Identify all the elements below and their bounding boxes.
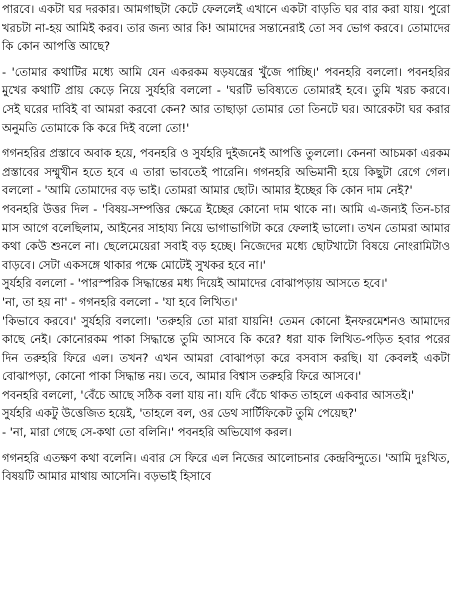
paragraph-gap [2, 56, 450, 63]
paragraph-6: 'না, তা হয় না' - গগনহরি বললো - 'যা হবে লিখিত।' [2, 294, 238, 309]
paragraph-7: 'কিভাবে করবে।' সুর্যহরি বললো। 'তরুহরি তো মারা যায়নি! তেমন কোনো ইনফরমেশনও আমাদের কাছে নেই। কোনোরকম পাকা সিদ্ধান্তে তুমি আসবে কি করে? ধরা যাক লিখিত-পড়িত হবার পরের দিন তরুহরি ফিরে এল। তখন? এখন আমরা বোঝাপড়া করে বসবাস করছি। যা কেবলই একটা বোঝাপড়া, কোনো পাকা সিদ্ধান্ত নয়। তবে, আমার বিশ্বাস তরুহরি ফিরে আসবে।' [2, 313, 450, 384]
paragraph-8: পবনহরি বললো, 'বেঁচে আছে সঠিক বলা যায় না। যদি বেঁচে থাকত তাহলে একবার আসতই।' [2, 387, 415, 402]
paragraph-gap [2, 442, 450, 449]
paragraph-3: গগনহরির প্রস্তাবে অবাক হয়ে, পবনহরি ও সুর্যহরি দুইজনেই আপত্তি তুললো। কেননা আচমকা এরকম প্রস্তাবের সম্মুখীন হতে হবে এ তারা ভাবতেই পারেনি। গগনহরি অভিমানী হয়ে কিছুটা রেগে গেল। বললো - 'আমি তোমাদের বড় ভাই। তোমরা আমার ছোট। আমার ইচ্ছের কি কোন দাম নেই?' [2, 146, 450, 198]
paragraph-11: গগনহরি এতক্ষণ কথা বলেনি। এবার সে ফিরে এল নিজের আলোচনার কেন্দ্রবিন্দুতে। 'আমি দুঃখিত, বিষয়টি আমার মাথায় আসেনি। বড়ভাই হিসাবে [2, 450, 450, 484]
paragraph-9: সুর্যহরি একটু উত্তেজিত হয়েই, 'তাহলে বল, ওর ডেথ সার্টিফিকেট তুমি পেয়েছ?' [2, 406, 358, 421]
paragraph-5: সুর্যহরি বললো - 'পারস্পরিক সিদ্ধান্তের মধ্য দিয়েই আমাদের বোঝাপড়ায় আসতে হবে।' [2, 276, 388, 291]
paragraph-10: - 'না, মারা গেছে সে-কথা তো বলিনি।' পবনহরি অভিযোগ করল। [2, 425, 292, 440]
paragraph-2: - 'তোমার কথাটির মধ্যে আমি যেন একরকম ষড়যন্ত্রের খুঁজে পাচ্ছি।' পবনহরি বললো। পবনহরির মুখের কথাটি প্রায় কেড়ে নিয়ে সুর্যহরি বললো - 'ঘরটি ভবিষ্যতে তোমারই হবে। তুমি খরচ করবে। সেই ঘরের দাবিই বা আমরা করবো কেন? আর তাছাড়া তোমার তো তিনটে ঘর। আরেকটা ঘর করার অনুমতি তোমাকে কি করে দিই বলো তো!' [2, 64, 450, 135]
paragraph-1: পারবে। একটা ঘর দরকার। আমগাছটা কেটে ফেললেই এখানে একটা বাড়তি ঘর বার করা যায়। পুরো খরচটা না-হয় আমিই করব। তার জন্য আর কি! আমাদের সন্তানেরাই তো সব ভোগ করবে। তোমাদের কি কোন আপত্তি আছে? [2, 2, 450, 54]
paragraph-4: পবনহরি উত্তর দিল - 'বিষয়-সম্পত্তির ক্ষেত্রে ইচ্ছের কোনো দাম থাকে না। আমি এ-জন্যই তিন-চার মাস আগে বলেছিলাম, আইনের সাহায্য নিয়ে ভাগাভাগিটা করে ফেলাই ভালো। তখন তোমরা আমার কথা কেউ শুনলে না। ছেলেমেয়েরা সবাই বড় হচ্ছে। নিজেদের মধ্যে ছোটখাটো বিষয়ে নোংরামিটাও বাড়বে। সেটা একসঙ্গে থাকার পক্ষে মোটেই সুখকর হবে না।' [2, 201, 450, 272]
paragraph-gap [2, 137, 450, 144]
